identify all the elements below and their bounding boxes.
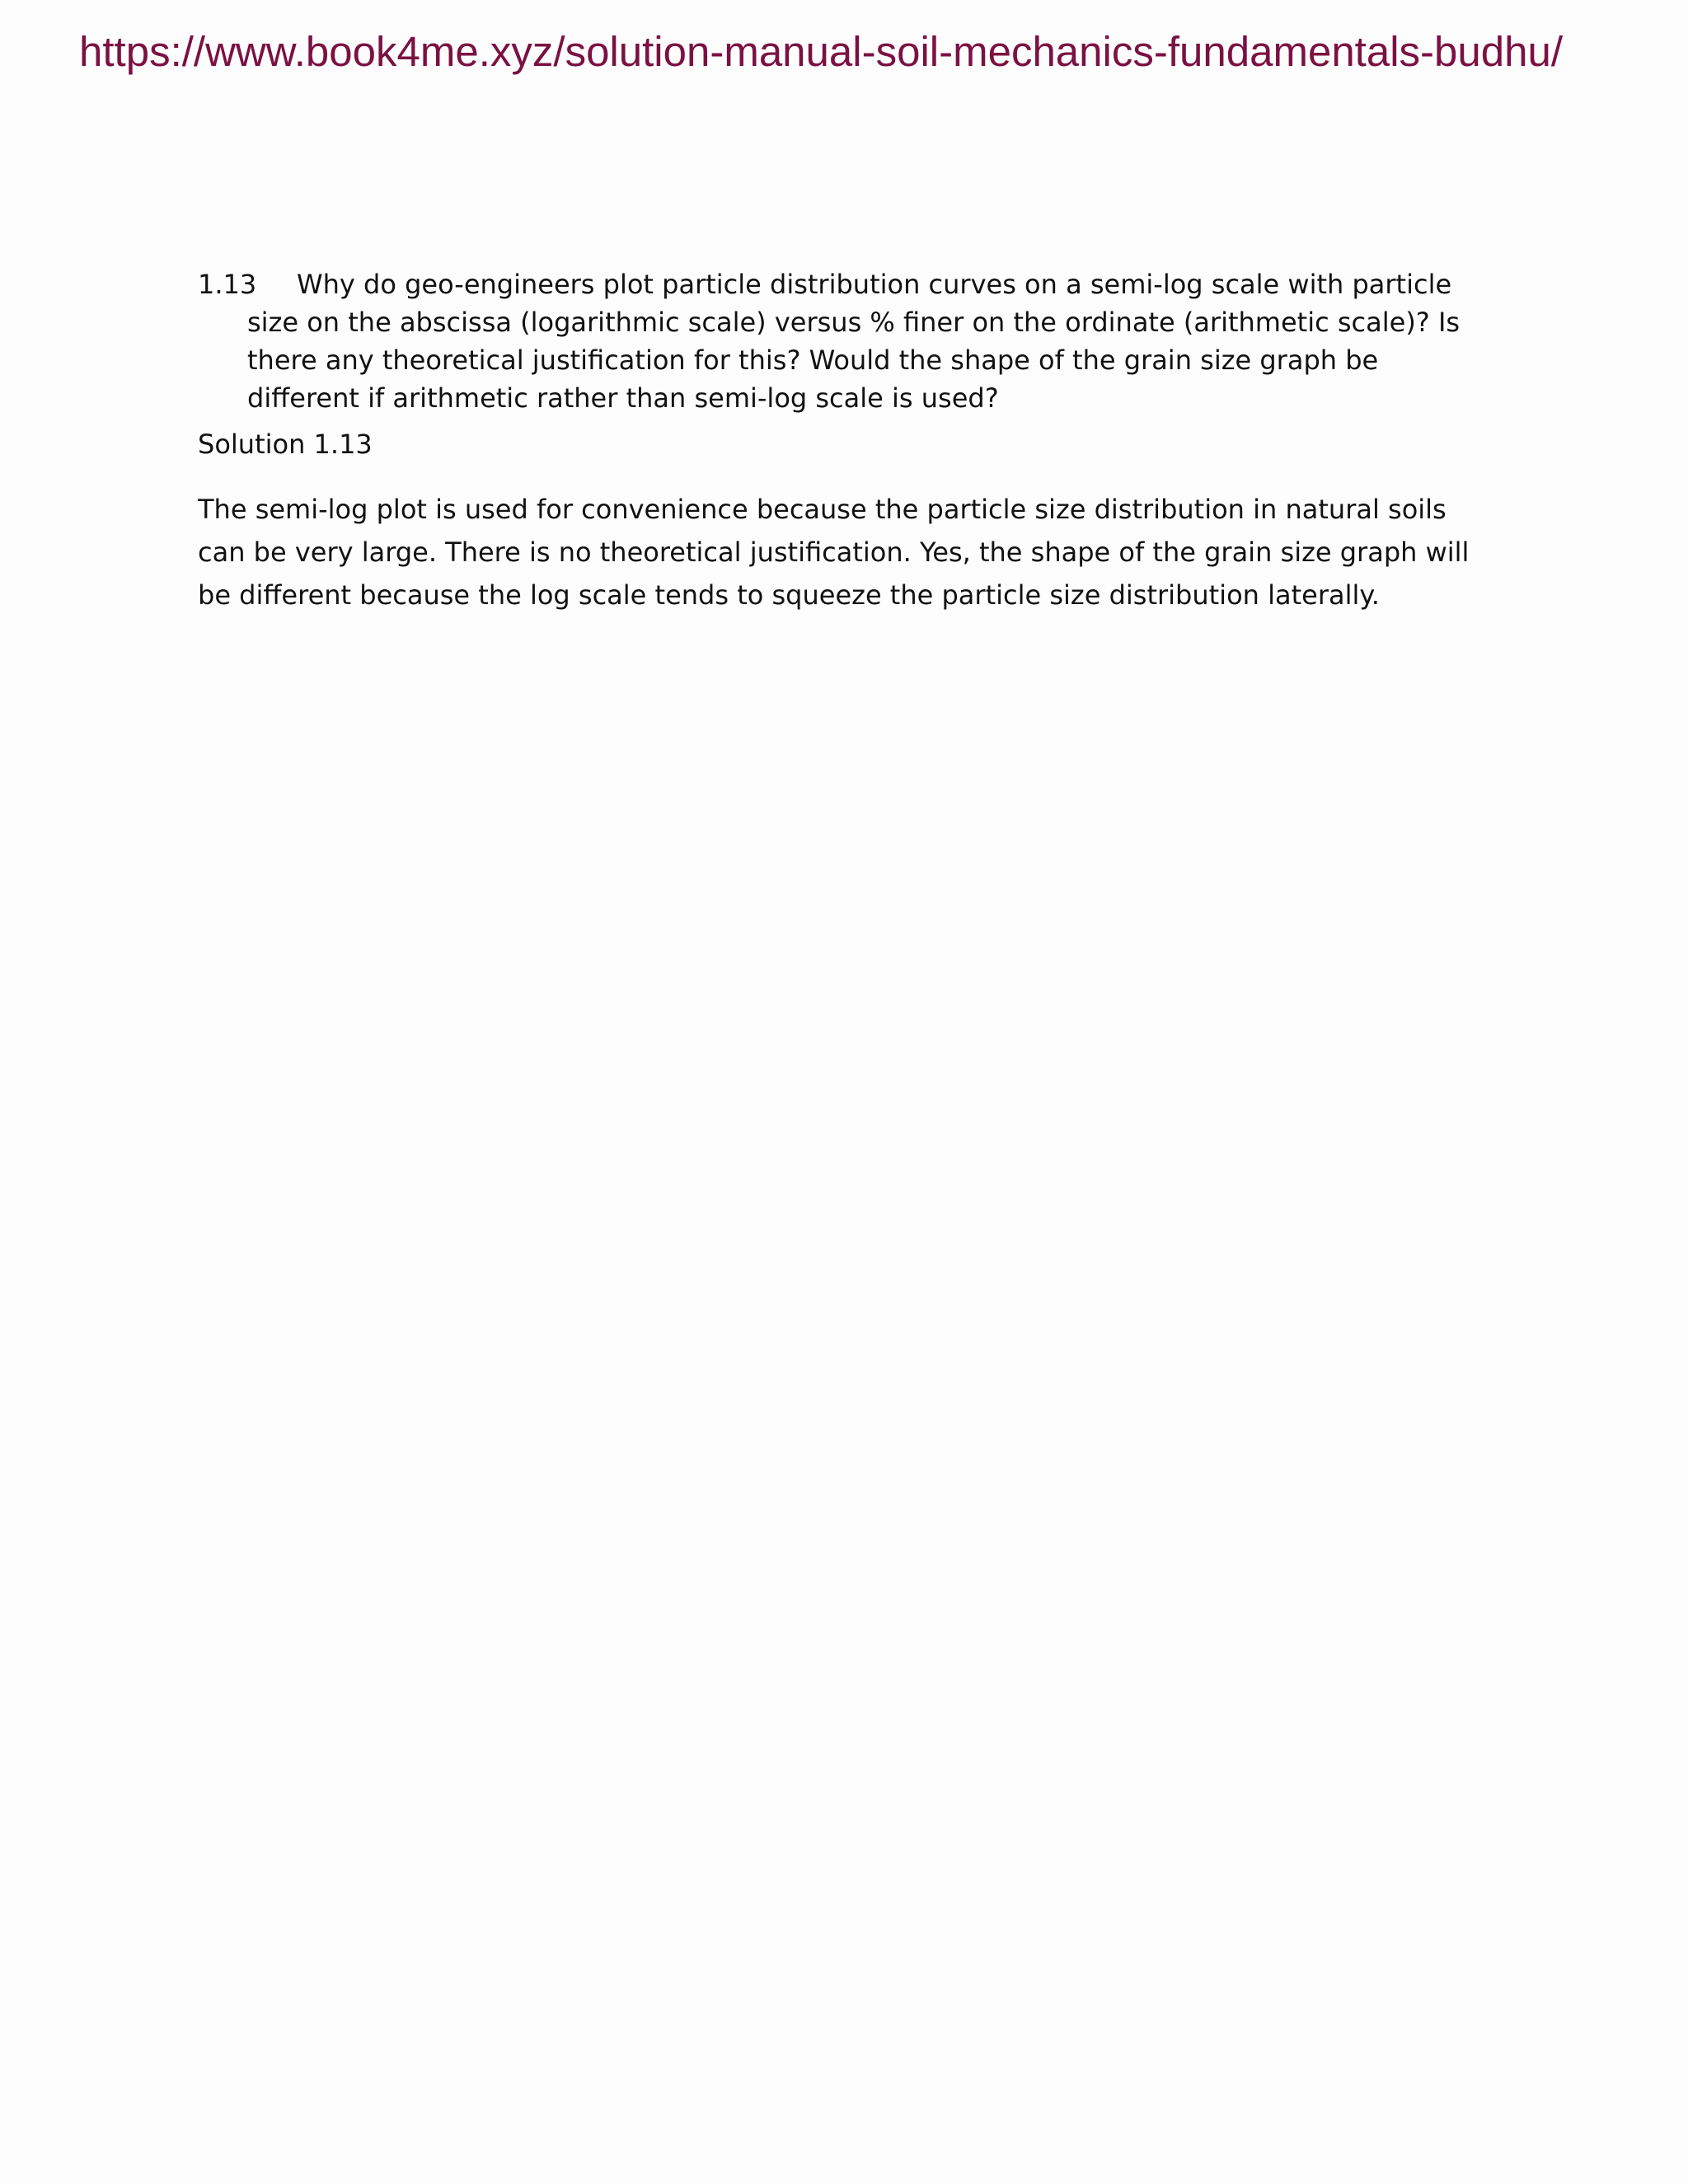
header-url-link[interactable]: https://www.book4me.xyz/solution-manual-soil-mechanics-fundamentals-budhu/	[79, 28, 1564, 75]
page-content	[198, 265, 1484, 616]
question-1-13	[198, 265, 1484, 417]
question-number: 1.13	[198, 269, 257, 300]
solution-heading: Solution 1.13	[198, 429, 373, 460]
solution-text: The semi-log plot is used for convenience because the particle size distribution in natural soils can be very large. There is no theoretical justification. Yes, the shape of the grain size graph will be different because the log scale tends to squeeze the particle size distribution laterally.	[198, 494, 1470, 611]
question-text: Why do geo-engineers plot particle distribution curves on a semi-log scale with particle size on the abscissa (logarithmic scale) versus % finer on the ordinate (arithmetic scale)? Is there any theoretical justification for this? Would the shape of the grain size graph be different if arithmetic rather than semi-log scale is used?	[247, 269, 1461, 414]
